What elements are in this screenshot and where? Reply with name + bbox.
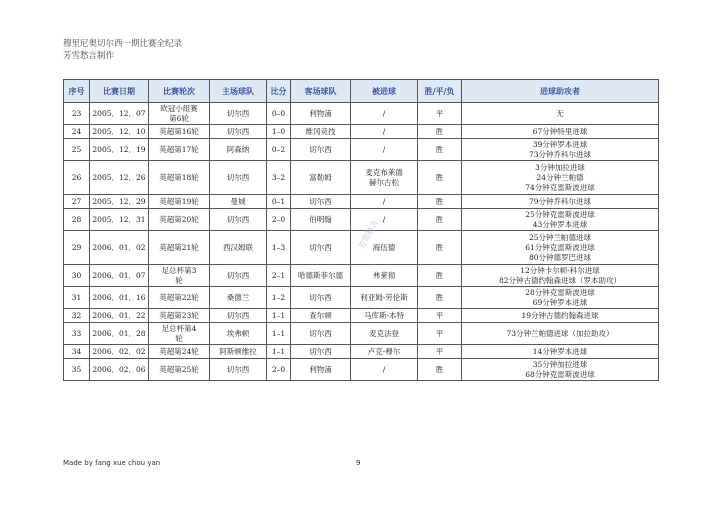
table-row [64,323,659,345]
table-row [64,345,659,359]
cell-round [149,309,210,323]
cell-conceded-line: / [382,108,386,118]
table-row [64,265,659,287]
cell-scorers-line: 无 [556,108,564,118]
cell-score: 3–2 [267,161,291,195]
cell-round-line: 英超第24轮 [159,346,199,356]
cell-scorers [462,161,659,195]
cell-conceded [351,359,418,381]
cell-scorers-line: 79分钟乔科尔进球 [528,196,592,206]
cell-conceded-line: / [382,126,386,136]
cell-home-team: 切尔西 [210,359,267,381]
cell-scorers-line: 25分钟兰帕德进球 [528,232,592,242]
cell-home-team: 桑德兰 [210,287,267,309]
document-title: 穆里尼奥切尔西一期比赛全纪录 [63,39,183,49]
cell-conceded [351,195,418,209]
cell-scorers [462,195,659,209]
cell-conceded-line: / [382,364,386,374]
cell-home-team: 西汉姆联 [210,231,267,265]
cell-round-line: 欧冠小组赛 [160,103,198,113]
cell-scorers-line: 68分钟克雷斯波进球 [525,369,595,379]
cell-round [149,125,210,139]
cell-conceded [351,139,418,161]
cell-number: 28 [64,209,90,231]
cell-result: 胜 [418,139,462,161]
cell-conceded-line: 卢克-穆尔 [367,346,401,356]
cell-conceded [351,309,418,323]
column-header: 比赛轮次 [149,80,210,103]
column-header: 比分 [267,80,291,103]
cell-number: 34 [64,345,90,359]
cell-round-line: 英超第17轮 [159,144,199,154]
cell-scorers-line: 74分钟克雷斯波进球 [525,182,595,192]
cell-score: 2–0 [267,359,291,381]
cell-number: 35 [64,359,90,381]
cell-scorers-line: 35分钟加拉进球 [532,359,588,369]
cell-conceded [351,125,418,139]
cell-score: 1–2 [267,287,291,309]
table-row [64,209,659,231]
cell-score: 1–1 [267,323,291,345]
cell-date: 2006．01．07 [90,265,149,287]
cell-home-team: 切尔西 [210,125,267,139]
cell-scorers-line: 73分钟乔科尔进球 [528,149,592,159]
cell-conceded-line: 麦克法登 [369,328,399,338]
cell-away-team: 切尔西 [291,195,351,209]
cell-round-line: 英超第23轮 [159,310,199,320]
cell-scorers-line: 12分钟卡尔顿-科尔进球 [520,265,600,275]
cell-scorers [462,139,659,161]
cell-round [149,139,210,161]
cell-date: 2005．12．31 [90,209,149,231]
cell-round-line: 英超第20轮 [159,214,199,224]
cell-scorers [462,125,659,139]
column-header: 胜/平/负 [418,80,462,103]
cell-result: 胜 [418,209,462,231]
cell-scorers-line: 69分钟罗本进球 [532,297,588,307]
cell-conceded [351,265,418,287]
cell-round-line: 轮 [175,333,183,343]
cell-round-line: 英超第22轮 [159,292,199,302]
cell-date: 2006．02．02 [90,345,149,359]
cell-round [149,161,210,195]
cell-conceded [351,209,418,231]
document-header [63,38,182,62]
table-row [64,103,659,125]
document-subtitle: 芳雪愁言制作 [63,51,115,61]
cell-round [149,103,210,125]
cell-scorers [462,309,659,323]
cell-date: 2005．12．19 [90,139,149,161]
cell-number: 24 [64,125,90,139]
cell-round [149,287,210,309]
cell-away-team: 利物浦 [291,359,351,381]
cell-date: 2006．02．06 [90,359,149,381]
cell-score: 0–0 [267,103,291,125]
cell-round [149,231,210,265]
cell-scorers [462,287,659,309]
cell-result: 胜 [418,161,462,195]
cell-scorers-line: 25分钟克雷斯波进球 [525,209,595,219]
cell-round [149,345,210,359]
page-number: 9 [356,459,361,467]
cell-number: 26 [64,161,90,195]
cell-scorers [462,359,659,381]
cell-away-team: 伯明翰 [291,209,351,231]
cell-conceded-line: 海伍德 [372,242,396,252]
cell-conceded-line: / [382,196,386,206]
cell-away-team: 利物浦 [291,103,351,125]
cell-conceded-line: / [382,214,386,224]
cell-round-line: 足总杯第3 [161,265,197,275]
cell-round-line: 英超第25轮 [159,364,199,374]
cell-conceded-line: 麦克布莱德 [365,167,403,177]
cell-conceded [351,287,418,309]
cell-score: 0–2 [267,139,291,161]
cell-conceded-line: 利亚姆-劳伦斯 [360,292,408,302]
cell-result: 胜 [418,265,462,287]
cell-date: 2006．01．22 [90,309,149,323]
cell-away-team: 富勒姆 [291,161,351,195]
cell-home-team: 切尔西 [210,103,267,125]
cell-round-line: 足总杯第4 [161,323,197,333]
column-header: 进球助攻者 [462,80,659,103]
cell-home-team: 切尔西 [210,265,267,287]
table-row [64,309,659,323]
cell-round [149,265,210,287]
cell-away-team: 切尔西 [291,323,351,345]
cell-scorers-line: 14分钟罗本进球 [532,346,588,356]
cell-round-line: 英超第19轮 [159,196,199,206]
cell-number: 29 [64,231,90,265]
cell-conceded-line: 弗莱彻 [372,270,396,280]
cell-date: 2006．01．02 [90,231,149,265]
cell-scorers [462,103,659,125]
cell-conceded [351,161,418,195]
cell-scorers-line: 82分钟古德约翰森进球（罗本助攻） [498,275,622,285]
cell-home-team: 切尔西 [210,209,267,231]
table-row [64,287,659,309]
cell-score: 2–1 [267,265,291,287]
cell-conceded [351,103,418,125]
column-header: 主场球队 [210,80,267,103]
cell-result: 胜 [418,287,462,309]
cell-score: 1–1 [267,345,291,359]
cell-round [149,323,210,345]
column-header: 序号 [64,80,90,103]
cell-round [149,359,210,381]
cell-home-team: 阿斯顿维拉 [210,345,267,359]
cell-away-team: 哈德斯菲尔德 [291,265,351,287]
cell-date: 2005．12．29 [90,195,149,209]
cell-round-line: 轮 [175,275,183,285]
cell-scorers-line: 67分钟特里进球 [532,126,588,136]
cell-date: 2006．01．28 [90,323,149,345]
cell-result: 平 [418,323,462,345]
cell-home-team: 曼城 [210,195,267,209]
watermark: 芳雪愁言 [356,218,380,251]
cell-number: 30 [64,265,90,287]
cell-away-team: 维冈竞技 [291,125,351,139]
cell-away-team: 切尔西 [291,345,351,359]
cell-number: 33 [64,323,90,345]
cell-scorers [462,345,659,359]
cell-result: 胜 [418,231,462,265]
cell-round [149,195,210,209]
cell-scorers [462,209,659,231]
cell-conceded-line: 马库斯-本特 [363,310,405,320]
cell-home-team: 阿森纳 [210,139,267,161]
cell-score: 2–0 [267,209,291,231]
cell-result: 平 [418,345,462,359]
cell-date: 2005．12．10 [90,125,149,139]
column-header: 客场球队 [291,80,351,103]
cell-scorers-line: 61分钟克雷斯波进球 [525,242,595,252]
cell-scorers-line: 39分钟罗本进球 [532,139,588,149]
cell-number: 25 [64,139,90,161]
cell-result: 平 [418,309,462,323]
cell-conceded-line: 赫尔古松 [369,177,399,187]
column-header: 比赛日期 [90,80,149,103]
footer-credit: Made by fang xue chou yan [63,459,161,467]
cell-result: 平 [418,103,462,125]
table-row [64,195,659,209]
cell-scorers [462,323,659,345]
cell-score: 1–3 [267,231,291,265]
cell-round-line: 英超第18轮 [159,172,199,182]
cell-result: 胜 [418,195,462,209]
cell-round-line: 英超第21轮 [159,242,199,252]
cell-scorers-line: 28分钟克雷斯波进球 [525,287,595,297]
cell-number: 31 [64,287,90,309]
cell-home-team: 切尔西 [210,161,267,195]
cell-conceded [351,345,418,359]
cell-date: 2005．12．26 [90,161,149,195]
column-header: 被进球 [351,80,418,103]
cell-number: 32 [64,309,90,323]
cell-scorers-line: 24分钟兰帕德 [536,172,584,182]
cell-number: 23 [64,103,90,125]
cell-scorers-line: 80分钟德罗巴进球 [528,252,592,262]
cell-conceded-line: / [382,144,386,154]
cell-score: 0–1 [267,195,291,209]
table-row [64,359,659,381]
cell-score: 1–0 [267,125,291,139]
cell-number: 27 [64,195,90,209]
cell-conceded [351,323,418,345]
cell-result: 胜 [418,359,462,381]
cell-away-team: 切尔西 [291,231,351,265]
cell-scorers [462,265,659,287]
match-records-table [63,79,659,381]
cell-round-line: 第6轮 [169,113,189,123]
cell-away-team: 切尔西 [291,287,351,309]
cell-home-team: 埃弗顿 [210,323,267,345]
table-header-row [64,80,659,103]
cell-date: 2005．12．07 [90,103,149,125]
cell-round-line: 英超第16轮 [159,126,199,136]
cell-date: 2006．01．16 [90,287,149,309]
cell-scorers-line: 3分钟加拉进球 [535,162,585,172]
cell-scorers-line: 19分钟古德约翰森进球 [521,310,599,320]
table-row [64,125,659,139]
cell-away-team: 查尔顿 [291,309,351,323]
cell-score: 1–1 [267,309,291,323]
cell-scorers-line: 73分钟兰帕德进球（加拉助攻） [506,328,614,338]
table-row [64,161,659,195]
cell-result: 胜 [418,125,462,139]
table-row [64,139,659,161]
cell-scorers [462,231,659,265]
cell-away-team: 切尔西 [291,139,351,161]
cell-round [149,209,210,231]
cell-scorers-line: 43分钟罗本进球 [532,219,588,229]
cell-home-team: 切尔西 [210,309,267,323]
